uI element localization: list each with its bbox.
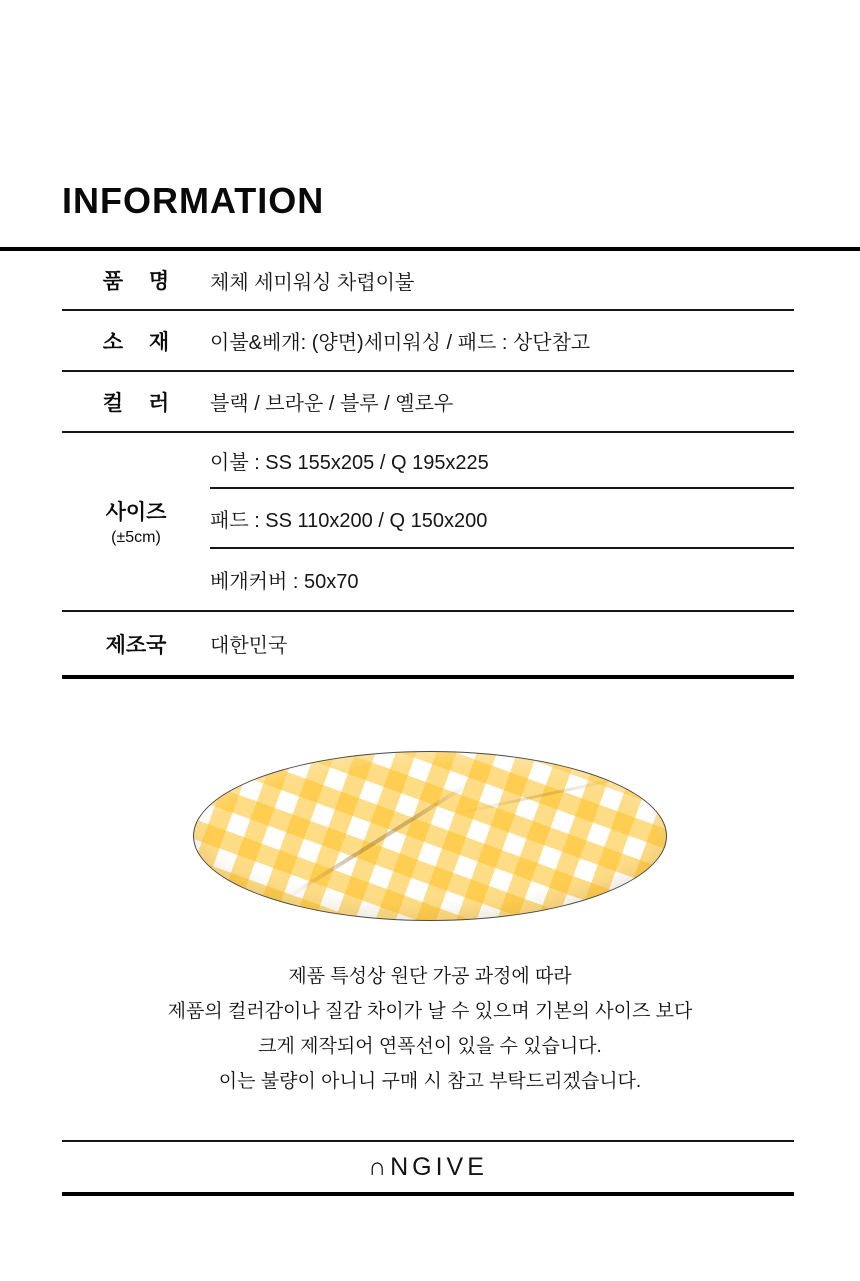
row-label-color: [62, 387, 210, 417]
size-label-text: 사이즈: [105, 501, 167, 524]
product-info-table: [62, 251, 794, 679]
table-row-size: [62, 433, 794, 612]
size-subrow-pad: 패드 : SS 110x200 / Q 150x200: [210, 489, 794, 548]
notice-line: 제품의 컬러감이나 질감 차이가 날 수 있으며 기본의 사이즈 보다: [167, 1001, 693, 1022]
table-row-color: [62, 372, 794, 433]
table-row-material: [62, 311, 794, 372]
footer: [62, 1142, 794, 1196]
row-label-text: 컬 러: [102, 391, 170, 415]
notice-line: 제품 특성상 원단 가공 과정에 따라: [288, 966, 572, 987]
size-tolerance-text: (±5cm): [111, 529, 161, 546]
notice-line: 이는 불량이 아니니 구매 시 참고 부탁드리겠습니다.: [218, 1071, 642, 1092]
size-subrow-pillowcase: 베개커버 : 50x70: [210, 570, 359, 593]
row-value-material: 이불&베개: (양면)세미워싱 / 패드 : 상단참고: [210, 332, 591, 354]
size-values: [210, 433, 794, 610]
row-label-material: [62, 326, 210, 356]
row-value-product-name: 체체 세미워싱 차렵이불: [210, 271, 415, 294]
row-label-text: 소 재: [102, 330, 170, 354]
fabric-swatch-image: [193, 751, 667, 921]
size-subrow-duvet: 이불 : SS 155x205 / Q 195x225: [210, 433, 794, 489]
notice-line: 크게 제작되어 연폭선이 있을 수 있습니다.: [258, 1036, 602, 1057]
row-label-origin: [62, 629, 210, 659]
row-value-origin: 대한민국: [210, 635, 288, 657]
row-label-size: [62, 496, 210, 547]
yellow-gingham-fabric: [193, 751, 667, 921]
page-title: INFORMATION: [62, 180, 325, 221]
row-value-color: 블랙 / 브라운 / 블루 / 옐로우: [210, 393, 454, 415]
product-notice: [0, 959, 860, 1099]
fabric-seam-line-2: [458, 776, 625, 814]
fabric-seam-line: [289, 783, 469, 898]
table-row-origin: [62, 612, 794, 679]
row-label-text: 제조국: [105, 633, 167, 657]
brand-logo: ∩NGIVE: [368, 1152, 488, 1181]
row-label-text: 품 명: [102, 270, 170, 293]
row-label-product-name: [62, 265, 210, 295]
table-row-product-name: [62, 251, 794, 311]
